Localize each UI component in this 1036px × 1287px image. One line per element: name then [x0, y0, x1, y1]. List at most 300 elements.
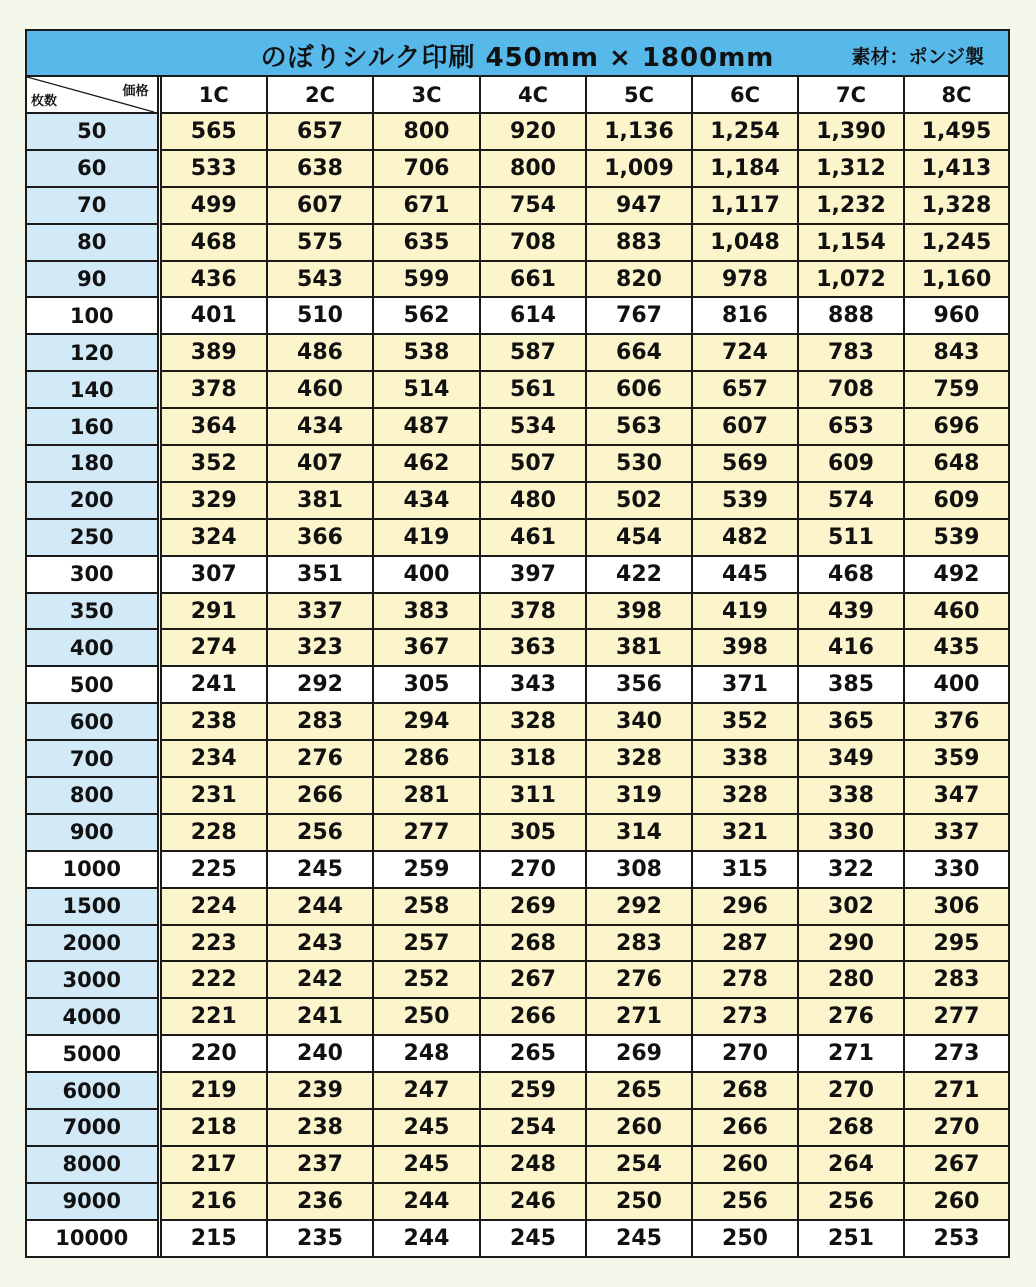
column-header-8c: 8C — [904, 77, 1008, 113]
price-cell: 305 — [373, 666, 480, 703]
price-cell: 245 — [586, 1220, 692, 1256]
price-cell: 238 — [267, 1109, 373, 1146]
price-cell: 271 — [798, 1035, 904, 1072]
price-cell: 296 — [692, 888, 798, 925]
price-cell: 539 — [904, 519, 1008, 556]
price-cell: 221 — [159, 998, 267, 1035]
price-cell: 315 — [692, 851, 798, 888]
price-cell: 311 — [480, 777, 586, 814]
table-row — [27, 925, 1008, 962]
price-cell: 244 — [373, 1183, 480, 1220]
price-cell: 319 — [586, 777, 692, 814]
price-cell: 330 — [904, 851, 1008, 888]
price-cell: 283 — [267, 703, 373, 740]
price-cell: 219 — [159, 1072, 267, 1109]
price-cell: 783 — [798, 334, 904, 371]
price-cell: 800 — [373, 113, 480, 150]
price-cell: 292 — [267, 666, 373, 703]
quantity-cell: 250 — [27, 519, 159, 556]
price-cell: 407 — [267, 445, 373, 482]
price-cell: 575 — [267, 224, 373, 261]
price-cell: 259 — [373, 851, 480, 888]
price-cell: 287 — [692, 925, 798, 962]
price-cell: 671 — [373, 187, 480, 224]
table-row — [27, 666, 1008, 703]
price-cell: 397 — [480, 556, 586, 593]
price-cell: 273 — [692, 998, 798, 1035]
price-cell: 270 — [692, 1035, 798, 1072]
table-row — [27, 150, 1008, 187]
price-cell: 385 — [798, 666, 904, 703]
price-cell: 338 — [798, 777, 904, 814]
price-cell: 436 — [159, 261, 267, 298]
price-cell: 371 — [692, 666, 798, 703]
quantity-cell: 500 — [27, 666, 159, 703]
price-cell: 359 — [904, 740, 1008, 777]
price-cell: 222 — [159, 961, 267, 998]
quantity-cell: 300 — [27, 556, 159, 593]
quantity-cell: 350 — [27, 593, 159, 630]
price-cell: 883 — [586, 224, 692, 261]
quantity-cell: 200 — [27, 482, 159, 519]
price-cell: 291 — [159, 593, 267, 630]
table-row — [27, 187, 1008, 224]
price-cell: 253 — [904, 1220, 1008, 1256]
column-header-4c: 4C — [480, 77, 586, 113]
price-cell: 1,254 — [692, 113, 798, 150]
price-cell: 607 — [267, 187, 373, 224]
price-cell: 653 — [798, 408, 904, 445]
price-cell: 248 — [480, 1146, 586, 1183]
price-cell: 434 — [373, 482, 480, 519]
price-cell: 238 — [159, 703, 267, 740]
price-cell: 223 — [159, 925, 267, 962]
price-cell: 260 — [904, 1183, 1008, 1220]
price-cell: 800 — [480, 150, 586, 187]
price-cell: 218 — [159, 1109, 267, 1146]
price-cell: 820 — [586, 261, 692, 298]
price-cell: 324 — [159, 519, 267, 556]
price-cell: 235 — [267, 1220, 373, 1256]
quantity-cell: 10000 — [27, 1220, 159, 1256]
price-cell: 366 — [267, 519, 373, 556]
table-row — [27, 1109, 1008, 1146]
price-cell: 364 — [159, 408, 267, 445]
table-row — [27, 814, 1008, 851]
column-header-2c: 2C — [267, 77, 373, 113]
price-cell: 290 — [798, 925, 904, 962]
price-cell: 347 — [904, 777, 1008, 814]
price-cell: 445 — [692, 556, 798, 593]
price-cell: 321 — [692, 814, 798, 851]
price-cell: 220 — [159, 1035, 267, 1072]
price-cell: 539 — [692, 482, 798, 519]
price-cell: 635 — [373, 224, 480, 261]
price-cell: 314 — [586, 814, 692, 851]
price-cell: 260 — [586, 1109, 692, 1146]
price-cell: 365 — [798, 703, 904, 740]
price-cell: 292 — [586, 888, 692, 925]
price-cell: 281 — [373, 777, 480, 814]
quantity-cell: 140 — [27, 371, 159, 408]
price-cell: 816 — [692, 297, 798, 334]
price-cell: 383 — [373, 593, 480, 630]
quantity-cell: 100 — [27, 297, 159, 334]
price-cell: 416 — [798, 629, 904, 666]
price-cell: 462 — [373, 445, 480, 482]
quantity-cell: 90 — [27, 261, 159, 298]
price-cell: 215 — [159, 1220, 267, 1256]
price-cell: 318 — [480, 740, 586, 777]
table-row — [27, 297, 1008, 334]
table-row — [27, 1220, 1008, 1256]
price-cell: 543 — [267, 261, 373, 298]
price-cell: 460 — [904, 593, 1008, 630]
price-cell: 328 — [692, 777, 798, 814]
quantity-cell: 70 — [27, 187, 159, 224]
price-cell: 1,232 — [798, 187, 904, 224]
price-cell: 400 — [373, 556, 480, 593]
price-cell: 487 — [373, 408, 480, 445]
quantity-cell: 700 — [27, 740, 159, 777]
header-row — [27, 77, 1008, 113]
price-cell: 245 — [373, 1109, 480, 1146]
quantity-cell: 9000 — [27, 1183, 159, 1220]
quantity-cell: 4000 — [27, 998, 159, 1035]
price-cell: 492 — [904, 556, 1008, 593]
price-cell: 351 — [267, 556, 373, 593]
price-cell: 266 — [692, 1109, 798, 1146]
price-cell: 247 — [373, 1072, 480, 1109]
quantity-cell: 60 — [27, 150, 159, 187]
quantity-cell: 800 — [27, 777, 159, 814]
price-cell: 352 — [692, 703, 798, 740]
price-cell: 759 — [904, 371, 1008, 408]
price-cell: 1,245 — [904, 224, 1008, 261]
price-cell: 1,009 — [586, 150, 692, 187]
price-cell: 283 — [904, 961, 1008, 998]
price-cell: 224 — [159, 888, 267, 925]
price-cell: 308 — [586, 851, 692, 888]
price-cell: 468 — [798, 556, 904, 593]
price-cell: 268 — [480, 925, 586, 962]
price-cell: 363 — [480, 629, 586, 666]
price-cell: 569 — [692, 445, 798, 482]
price-cell: 278 — [692, 961, 798, 998]
price-cell: 561 — [480, 371, 586, 408]
table-row — [27, 261, 1008, 298]
quantity-cell: 1500 — [27, 888, 159, 925]
price-cell: 708 — [480, 224, 586, 261]
table-row — [27, 1035, 1008, 1072]
price-cell: 1,160 — [904, 261, 1008, 298]
quantity-cell: 400 — [27, 629, 159, 666]
price-cell: 241 — [159, 666, 267, 703]
price-cell: 248 — [373, 1035, 480, 1072]
price-cell: 322 — [798, 851, 904, 888]
price-cell: 562 — [373, 297, 480, 334]
price-cell: 265 — [480, 1035, 586, 1072]
table-row — [27, 998, 1008, 1035]
table-row — [27, 334, 1008, 371]
price-cell: 1,390 — [798, 113, 904, 150]
price-cell: 480 — [480, 482, 586, 519]
table-row — [27, 740, 1008, 777]
price-cell: 1,312 — [798, 150, 904, 187]
price-cell: 454 — [586, 519, 692, 556]
price-cell: 239 — [267, 1072, 373, 1109]
price-cell: 271 — [904, 1072, 1008, 1109]
price-table-frame — [25, 29, 1010, 1258]
price-cell: 609 — [798, 445, 904, 482]
quantity-cell: 80 — [27, 224, 159, 261]
price-cell: 614 — [480, 297, 586, 334]
price-cell: 259 — [480, 1072, 586, 1109]
price-cell: 538 — [373, 334, 480, 371]
price-cell: 269 — [480, 888, 586, 925]
price-cell: 258 — [373, 888, 480, 925]
price-cell: 461 — [480, 519, 586, 556]
quantity-cell: 900 — [27, 814, 159, 851]
price-cell: 460 — [267, 371, 373, 408]
price-cell: 376 — [904, 703, 1008, 740]
price-cell: 422 — [586, 556, 692, 593]
table-row — [27, 1072, 1008, 1109]
price-cell: 657 — [692, 371, 798, 408]
quantity-cell: 6000 — [27, 1072, 159, 1109]
price-cell: 266 — [267, 777, 373, 814]
price-cell: 367 — [373, 629, 480, 666]
column-header-7c: 7C — [798, 77, 904, 113]
price-cell: 606 — [586, 371, 692, 408]
price-cell: 277 — [373, 814, 480, 851]
price-cell: 978 — [692, 261, 798, 298]
price-cell: 240 — [267, 1035, 373, 1072]
price-cell: 243 — [267, 925, 373, 962]
price-cell: 277 — [904, 998, 1008, 1035]
table-row — [27, 408, 1008, 445]
price-cell: 337 — [904, 814, 1008, 851]
price-cell: 352 — [159, 445, 267, 482]
price-cell: 276 — [586, 961, 692, 998]
price-cell: 250 — [586, 1183, 692, 1220]
quantity-cell: 600 — [27, 703, 159, 740]
price-cell: 1,117 — [692, 187, 798, 224]
price-cell: 434 — [267, 408, 373, 445]
price-cell: 657 — [267, 113, 373, 150]
price-cell: 499 — [159, 187, 267, 224]
price-cell: 286 — [373, 740, 480, 777]
price-cell: 947 — [586, 187, 692, 224]
price-cell: 664 — [586, 334, 692, 371]
price-cell: 250 — [373, 998, 480, 1035]
table-row — [27, 1146, 1008, 1183]
price-cell: 268 — [798, 1109, 904, 1146]
price-cell: 231 — [159, 777, 267, 814]
price-cell: 250 — [692, 1220, 798, 1256]
table-row — [27, 556, 1008, 593]
quantity-cell: 5000 — [27, 1035, 159, 1072]
price-cell: 638 — [267, 150, 373, 187]
price-cell: 398 — [586, 593, 692, 630]
price-cell: 283 — [586, 925, 692, 962]
column-header-3c: 3C — [373, 77, 480, 113]
price-cell: 256 — [798, 1183, 904, 1220]
price-cell: 1,184 — [692, 150, 798, 187]
price-cell: 252 — [373, 961, 480, 998]
price-cell: 1,048 — [692, 224, 798, 261]
price-cell: 609 — [904, 482, 1008, 519]
price-cell: 349 — [798, 740, 904, 777]
price-cell: 502 — [586, 482, 692, 519]
price-cell: 251 — [798, 1220, 904, 1256]
price-cell: 468 — [159, 224, 267, 261]
price-cell: 587 — [480, 334, 586, 371]
price-cell: 274 — [159, 629, 267, 666]
price-cell: 696 — [904, 408, 1008, 445]
quantity-cell: 3000 — [27, 961, 159, 998]
price-cell: 343 — [480, 666, 586, 703]
price-cell: 236 — [267, 1183, 373, 1220]
price-cell: 767 — [586, 297, 692, 334]
price-cell: 270 — [798, 1072, 904, 1109]
quantity-cell: 1000 — [27, 851, 159, 888]
table-title: のぼりシルク印刷 450mm × 1800mm — [260, 43, 775, 73]
price-cell: 305 — [480, 814, 586, 851]
price-cell: 242 — [267, 961, 373, 998]
price-cell: 1,495 — [904, 113, 1008, 150]
quantity-cell: 8000 — [27, 1146, 159, 1183]
price-cell: 323 — [267, 629, 373, 666]
price-cell: 245 — [373, 1146, 480, 1183]
price-cell: 389 — [159, 334, 267, 371]
price-cell: 337 — [267, 593, 373, 630]
price-cell: 307 — [159, 556, 267, 593]
price-cell: 241 — [267, 998, 373, 1035]
price-cell: 302 — [798, 888, 904, 925]
price-cell: 246 — [480, 1183, 586, 1220]
price-cell: 607 — [692, 408, 798, 445]
price-cell: 328 — [586, 740, 692, 777]
price-cell: 217 — [159, 1146, 267, 1183]
price-cell: 237 — [267, 1146, 373, 1183]
price-cell: 378 — [480, 593, 586, 630]
price-cell: 329 — [159, 482, 267, 519]
price-cell: 960 — [904, 297, 1008, 334]
column-header-6c: 6C — [692, 77, 798, 113]
price-cell: 225 — [159, 851, 267, 888]
quantity-label: 枚数 — [31, 94, 58, 109]
price-cell: 724 — [692, 334, 798, 371]
price-cell: 486 — [267, 334, 373, 371]
table-row — [27, 224, 1008, 261]
price-cell: 708 — [798, 371, 904, 408]
price-cell: 511 — [798, 519, 904, 556]
price-cell: 294 — [373, 703, 480, 740]
price-cell: 1,413 — [904, 150, 1008, 187]
price-cell: 216 — [159, 1183, 267, 1220]
price-cell: 266 — [480, 998, 586, 1035]
price-cell: 328 — [480, 703, 586, 740]
price-cell: 1,154 — [798, 224, 904, 261]
table-row — [27, 519, 1008, 556]
material-label: 素材：ポンジ製 — [851, 46, 984, 68]
price-cell: 1,072 — [798, 261, 904, 298]
quantity-cell: 2000 — [27, 925, 159, 962]
quantity-cell: 160 — [27, 408, 159, 445]
price-cell: 256 — [267, 814, 373, 851]
price-cell: 276 — [267, 740, 373, 777]
price-cell: 256 — [692, 1183, 798, 1220]
table-row — [27, 961, 1008, 998]
column-header-1c: 1C — [159, 77, 267, 113]
table-row — [27, 1183, 1008, 1220]
price-cell: 330 — [798, 814, 904, 851]
price-cell: 574 — [798, 482, 904, 519]
price-cell: 510 — [267, 297, 373, 334]
price-cell: 661 — [480, 261, 586, 298]
table-row — [27, 629, 1008, 666]
price-cell: 514 — [373, 371, 480, 408]
price-table-body — [27, 77, 1008, 1256]
price-cell: 295 — [904, 925, 1008, 962]
table-row — [27, 482, 1008, 519]
price-cell: 245 — [480, 1220, 586, 1256]
price-cell: 534 — [480, 408, 586, 445]
price-cell: 398 — [692, 629, 798, 666]
price-cell: 228 — [159, 814, 267, 851]
price-cell: 1,328 — [904, 187, 1008, 224]
price-cell: 244 — [267, 888, 373, 925]
quantity-cell: 180 — [27, 445, 159, 482]
price-cell: 648 — [904, 445, 1008, 482]
price-cell: 563 — [586, 408, 692, 445]
price-cell: 254 — [586, 1146, 692, 1183]
price-cell: 419 — [692, 593, 798, 630]
price-cell: 401 — [159, 297, 267, 334]
quantity-cell: 50 — [27, 113, 159, 150]
price-cell: 270 — [480, 851, 586, 888]
price-cell: 244 — [373, 1220, 480, 1256]
price-cell: 435 — [904, 629, 1008, 666]
table-row — [27, 593, 1008, 630]
price-cell: 273 — [904, 1035, 1008, 1072]
price-cell: 356 — [586, 666, 692, 703]
price-cell: 271 — [586, 998, 692, 1035]
quantity-cell: 7000 — [27, 1109, 159, 1146]
price-cell: 260 — [692, 1146, 798, 1183]
price-cell: 267 — [904, 1146, 1008, 1183]
table-row — [27, 113, 1008, 150]
price-cell: 267 — [480, 961, 586, 998]
table-row — [27, 371, 1008, 408]
price-cell: 706 — [373, 150, 480, 187]
table-row — [27, 445, 1008, 482]
table-row — [27, 703, 1008, 740]
quantity-cell: 120 — [27, 334, 159, 371]
price-cell: 533 — [159, 150, 267, 187]
price-cell: 482 — [692, 519, 798, 556]
price-cell: 265 — [586, 1072, 692, 1109]
price-label: 価格 — [122, 84, 149, 99]
price-cell: 276 — [798, 998, 904, 1035]
price-cell: 378 — [159, 371, 267, 408]
price-cell: 340 — [586, 703, 692, 740]
price-cell: 888 — [798, 297, 904, 334]
price-cell: 268 — [692, 1072, 798, 1109]
price-cell: 400 — [904, 666, 1008, 703]
price-cell: 920 — [480, 113, 586, 150]
